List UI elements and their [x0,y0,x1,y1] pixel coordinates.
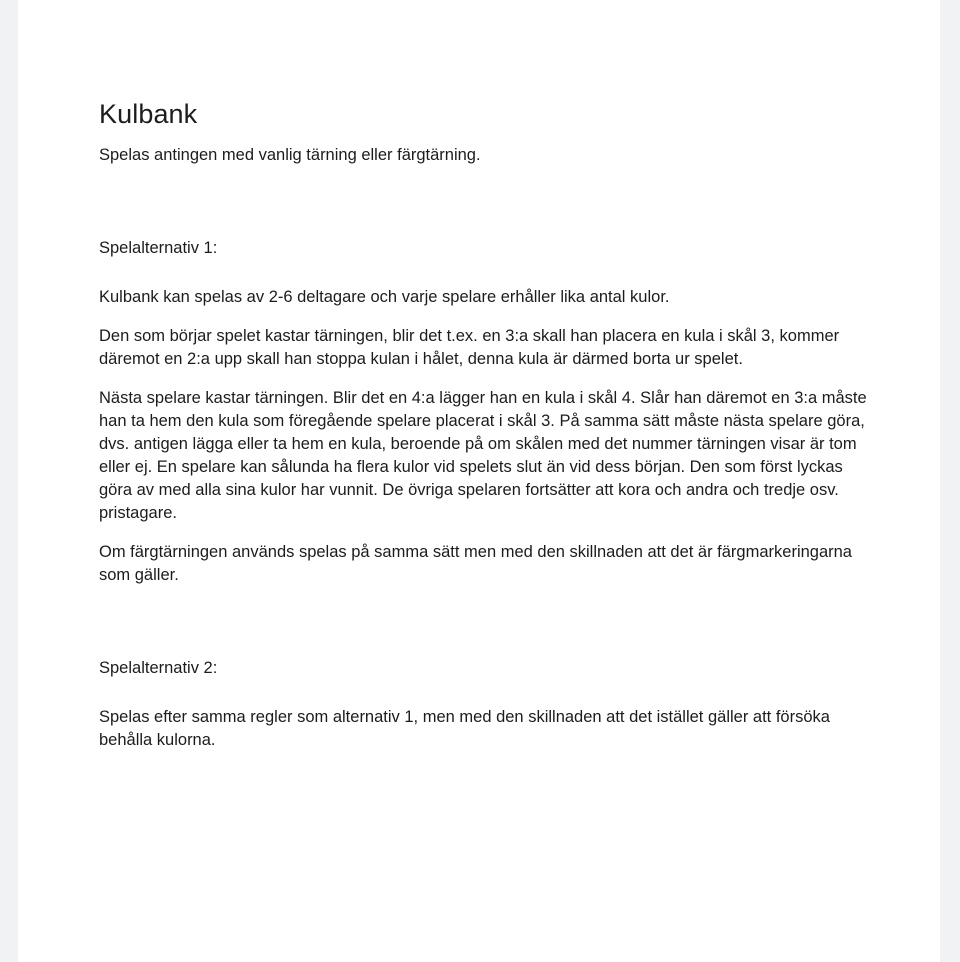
document-content [99,98,869,752]
document-page [18,0,940,962]
page-title: Kulbank [99,99,198,129]
section-1-paragraph-3: Nästa spelare kastar tärningen. Blir det en 4:a lägger han en kula i skål 4. Slår han däremot en 3:a måste han ta hem den kula som föregående spelare placerat i skål 3. På samma sätt måste nästa spelare göra, dvs. antigen lägga eller ta hem en kula, beroende på om skålen med det nummer tärningen visar är tom eller ej. En spelare kan sålunda ha flera kulor vid spelets slut än vid dess början. Den som först lyckas göra av med alla sina kulor har vunnit. De övriga spelaren fortsätter att kora och andra och tredje osv. pristagare. [99,389,867,522]
spacer [99,260,869,286]
section-heading-1: Spelalternativ 1: [99,239,218,257]
spacer [99,371,869,387]
spacer [99,309,869,325]
section-heading-2: Spelalternativ 2: [99,659,218,677]
spacer [99,587,869,657]
section-1-paragraph-2: Den som börjar spelet kastar tärningen, blir det t.ex. en 3:a skall han placera en kula i skål 3, kommer däremot en 2:a upp skall han stoppa kulan i hålet, denna kula är därmed borta ur spelet. [99,327,840,368]
section-1-paragraph-4: Om färgtärningen används spelas på samma sätt men med den skillnaden att det är färgmarkeringarna som gäller. [99,543,852,584]
section-1-paragraph-1: Kulbank kan spelas av 2-6 deltagare och varje spelare erhåller lika antal kulor. [99,288,670,306]
spacer [99,525,869,541]
spacer [99,680,869,706]
spacer [99,167,869,237]
document-subtitle: Spelas antingen med vanlig tärning eller färgtärning. [99,146,481,164]
section-2-paragraph-1: Spelas efter samma regler som alternativ 1, men med den skillnaden att det istället gäller att försöka behålla kulorna. [99,708,830,749]
